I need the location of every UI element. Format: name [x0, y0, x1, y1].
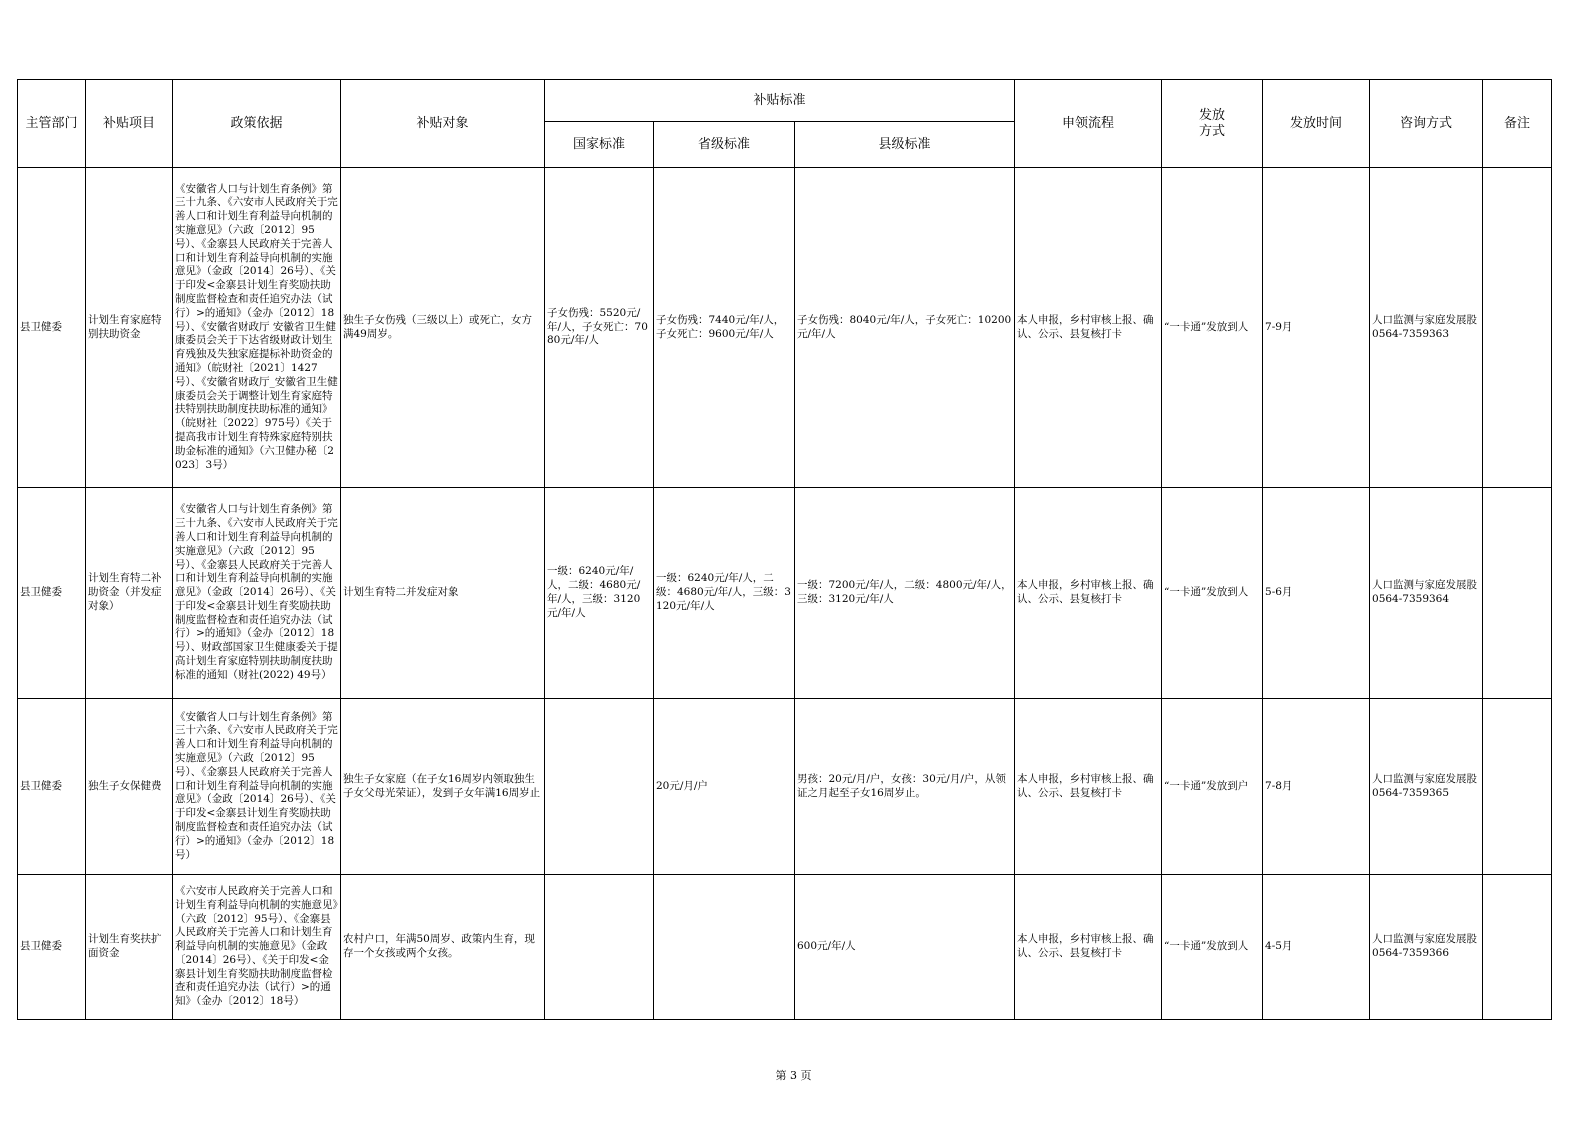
header-method: 发放 方式 — [1162, 80, 1263, 168]
cell-provincial: 一级：6240元/年/人，二级：4680元/年/人，三级：3120元/年/人 — [654, 488, 795, 699]
header-standard: 补贴标准 — [545, 80, 1015, 122]
cell-target: 农村户口，年满50周岁、政策内生育，现存一个女孩或两个女孩。 — [341, 875, 545, 1020]
cell-national — [545, 875, 654, 1020]
header-national: 国家标准 — [545, 122, 654, 168]
cell-target: 独生子女伤残（三级以上）或死亡，女方满49周岁。 — [341, 168, 545, 488]
cell-remark — [1483, 168, 1552, 488]
table-row — [18, 168, 1552, 488]
cell-process: 本人申报，乡村审核上报、确认、公示、县复核打卡 — [1015, 875, 1162, 1020]
page-number: 第 3 页 — [775, 1069, 812, 1082]
header-provincial: 省级标准 — [654, 122, 795, 168]
cell-national: 一级：6240元/年/人，二级：4680元/年/人，三级：3120元/年/人 — [545, 488, 654, 699]
cell-contact: 人口监测与家庭发展股 0564-7359363 — [1370, 168, 1483, 488]
cell-county: 子女伤残：8040元/年/人，子女死亡：10200元/年/人 — [795, 168, 1015, 488]
cell-county: 一级：7200元/年/人，二级：4800元/年/人，三级：3120元/年/人 — [795, 488, 1015, 699]
cell-dept: 县卫健委 — [18, 168, 86, 488]
header-item: 补贴项目 — [86, 80, 173, 168]
cell-basis: 《六安市人民政府关于完善人口和计划生育利益导向机制的实施意见》（六政〔2012〕95号）、《金寨县人民政府关于完善人口和计划生育利益导向机制的实施意见》（金政〔2014〕26号）、《关于印发<金寨县计划生育奖励扶助制度监督检查和责任追究办法（试行）>的通知》（金办〔2012〕18号） — [173, 875, 341, 1020]
cell-national — [545, 699, 654, 875]
cell-dept: 县卫健委 — [18, 488, 86, 699]
header-county: 县级标准 — [795, 122, 1015, 168]
cell-process: 本人申报，乡村审核上报、确认、公示、县复核打卡 — [1015, 168, 1162, 488]
cell-item: 计划生育奖扶扩面资金 — [86, 875, 173, 1020]
cell-basis: 《安徽省人口与计划生育条例》第三十九条、《六安市人民政府关于完善人口和计划生育利益导向机制的实施意见》（六政〔2012〕95号）、《金寨县人民政府关于完善人口和计划生育利益导向机制的实施意见》（金政〔2014〕26号）、《关于印发<金寨县计划生育奖励扶助制度监督检查和责任追究办法（试行）>的通知》（金办〔2012〕18号）、《安徽省财政厅 安徽省卫生健康委员会关于下达省级财政计划生育残独及失独家庭提标补助资金的通知》（皖财社〔2021〕1427号）、《安徽省财政厅_安徽省卫生健康委员会关于调整计划生育家庭特扶特别扶助制度扶助标准的通知》（皖财社〔2022〕975号）《关于提高我市计划生育特殊家庭特别扶助金标准的通知》（六卫健办秘〔2023〕3号） — [173, 168, 341, 488]
header-basis: 政策依据 — [173, 80, 341, 168]
header-process: 申领流程 — [1015, 80, 1162, 168]
table-row — [18, 699, 1552, 875]
cell-method: “一卡通”发放到人 — [1162, 875, 1263, 1020]
cell-provincial: 20元/月/户 — [654, 699, 795, 875]
cell-time: 7-8月 — [1263, 699, 1370, 875]
cell-process: 本人申报，乡村审核上报、确认、公示、县复核打卡 — [1015, 699, 1162, 875]
subsidy-table — [17, 79, 1552, 1020]
cell-time: 7-9月 — [1263, 168, 1370, 488]
cell-contact: 人口监测与家庭发展股 0564-7359364 — [1370, 488, 1483, 699]
cell-dept: 县卫健委 — [18, 699, 86, 875]
cell-county: 600元/年/人 — [795, 875, 1015, 1020]
header-dept: 主管部门 — [18, 80, 86, 168]
cell-target: 独生子女家庭（在子女16周岁内领取独生子女父母光荣证），发到子女年满16周岁止 — [341, 699, 545, 875]
cell-remark — [1483, 699, 1552, 875]
table-row — [18, 875, 1552, 1020]
header-time: 发放时间 — [1263, 80, 1370, 168]
cell-remark — [1483, 875, 1552, 1020]
cell-item: 独生子女保健费 — [86, 699, 173, 875]
header-contact: 咨询方式 — [1370, 80, 1483, 168]
header-target: 补贴对象 — [341, 80, 545, 168]
cell-method: “一卡通”发放到户 — [1162, 699, 1263, 875]
cell-time: 5-6月 — [1263, 488, 1370, 699]
cell-basis: 《安徽省人口与计划生育条例》第三十九条、《六安市人民政府关于完善人口和计划生育利益导向机制的实施意见》（六政〔2012〕95号）、《金寨县人民政府关于完善人口和计划生育利益导向机制的实施意见》（金政〔2014〕26号）、《关于印发<金寨县计划生育奖励扶助制度监督检查和责任追究办法（试行）>的通知》（金办〔2012〕18号）、财政部国家卫生健康委关于提高计划生育家庭特别扶助制度扶助标准的通知（财社(2022) 49号） — [173, 488, 341, 699]
cell-item: 计划生育家庭特别扶助资金 — [86, 168, 173, 488]
cell-provincial: 子女伤残：7440元/年/人，子女死亡：9600元/年/人 — [654, 168, 795, 488]
cell-remark — [1483, 488, 1552, 699]
cell-time: 4-5月 — [1263, 875, 1370, 1020]
table-row — [18, 488, 1552, 699]
cell-dept: 县卫健委 — [18, 875, 86, 1020]
cell-target: 计划生育特二并发症对象 — [341, 488, 545, 699]
cell-contact: 人口监测与家庭发展股 0564-7359366 — [1370, 875, 1483, 1020]
cell-process: 本人申报，乡村审核上报、确认、公示、县复核打卡 — [1015, 488, 1162, 699]
cell-method: “一卡通”发放到人 — [1162, 488, 1263, 699]
cell-basis: 《安徽省人口与计划生育条例》第三十六条、《六安市人民政府关于完善人口和计划生育利益导向机制的实施意见》（六政〔2012〕95号）、《金寨县人民政府关于完善人口和计划生育利益导向机制的实施意见》（金政〔2014〕26号）、《关于印发<金寨县计划生育奖励扶助制度监督检查和责任追究办法（试行）>的通知》（金办〔2012〕18号） — [173, 699, 341, 875]
cell-provincial — [654, 875, 795, 1020]
header-remark: 备注 — [1483, 80, 1552, 168]
cell-county: 男孩：20元/月/户，女孩：30元/月/户，从领证之月起至子女16周岁止。 — [795, 699, 1015, 875]
cell-national: 子女伤残：5520元/年/人，子女死亡：7080元/年/人 — [545, 168, 654, 488]
cell-method: “一卡通”发放到人 — [1162, 168, 1263, 488]
cell-contact: 人口监测与家庭发展股 0564-7359365 — [1370, 699, 1483, 875]
cell-item: 计划生育特二补助资金（并发症对象） — [86, 488, 173, 699]
